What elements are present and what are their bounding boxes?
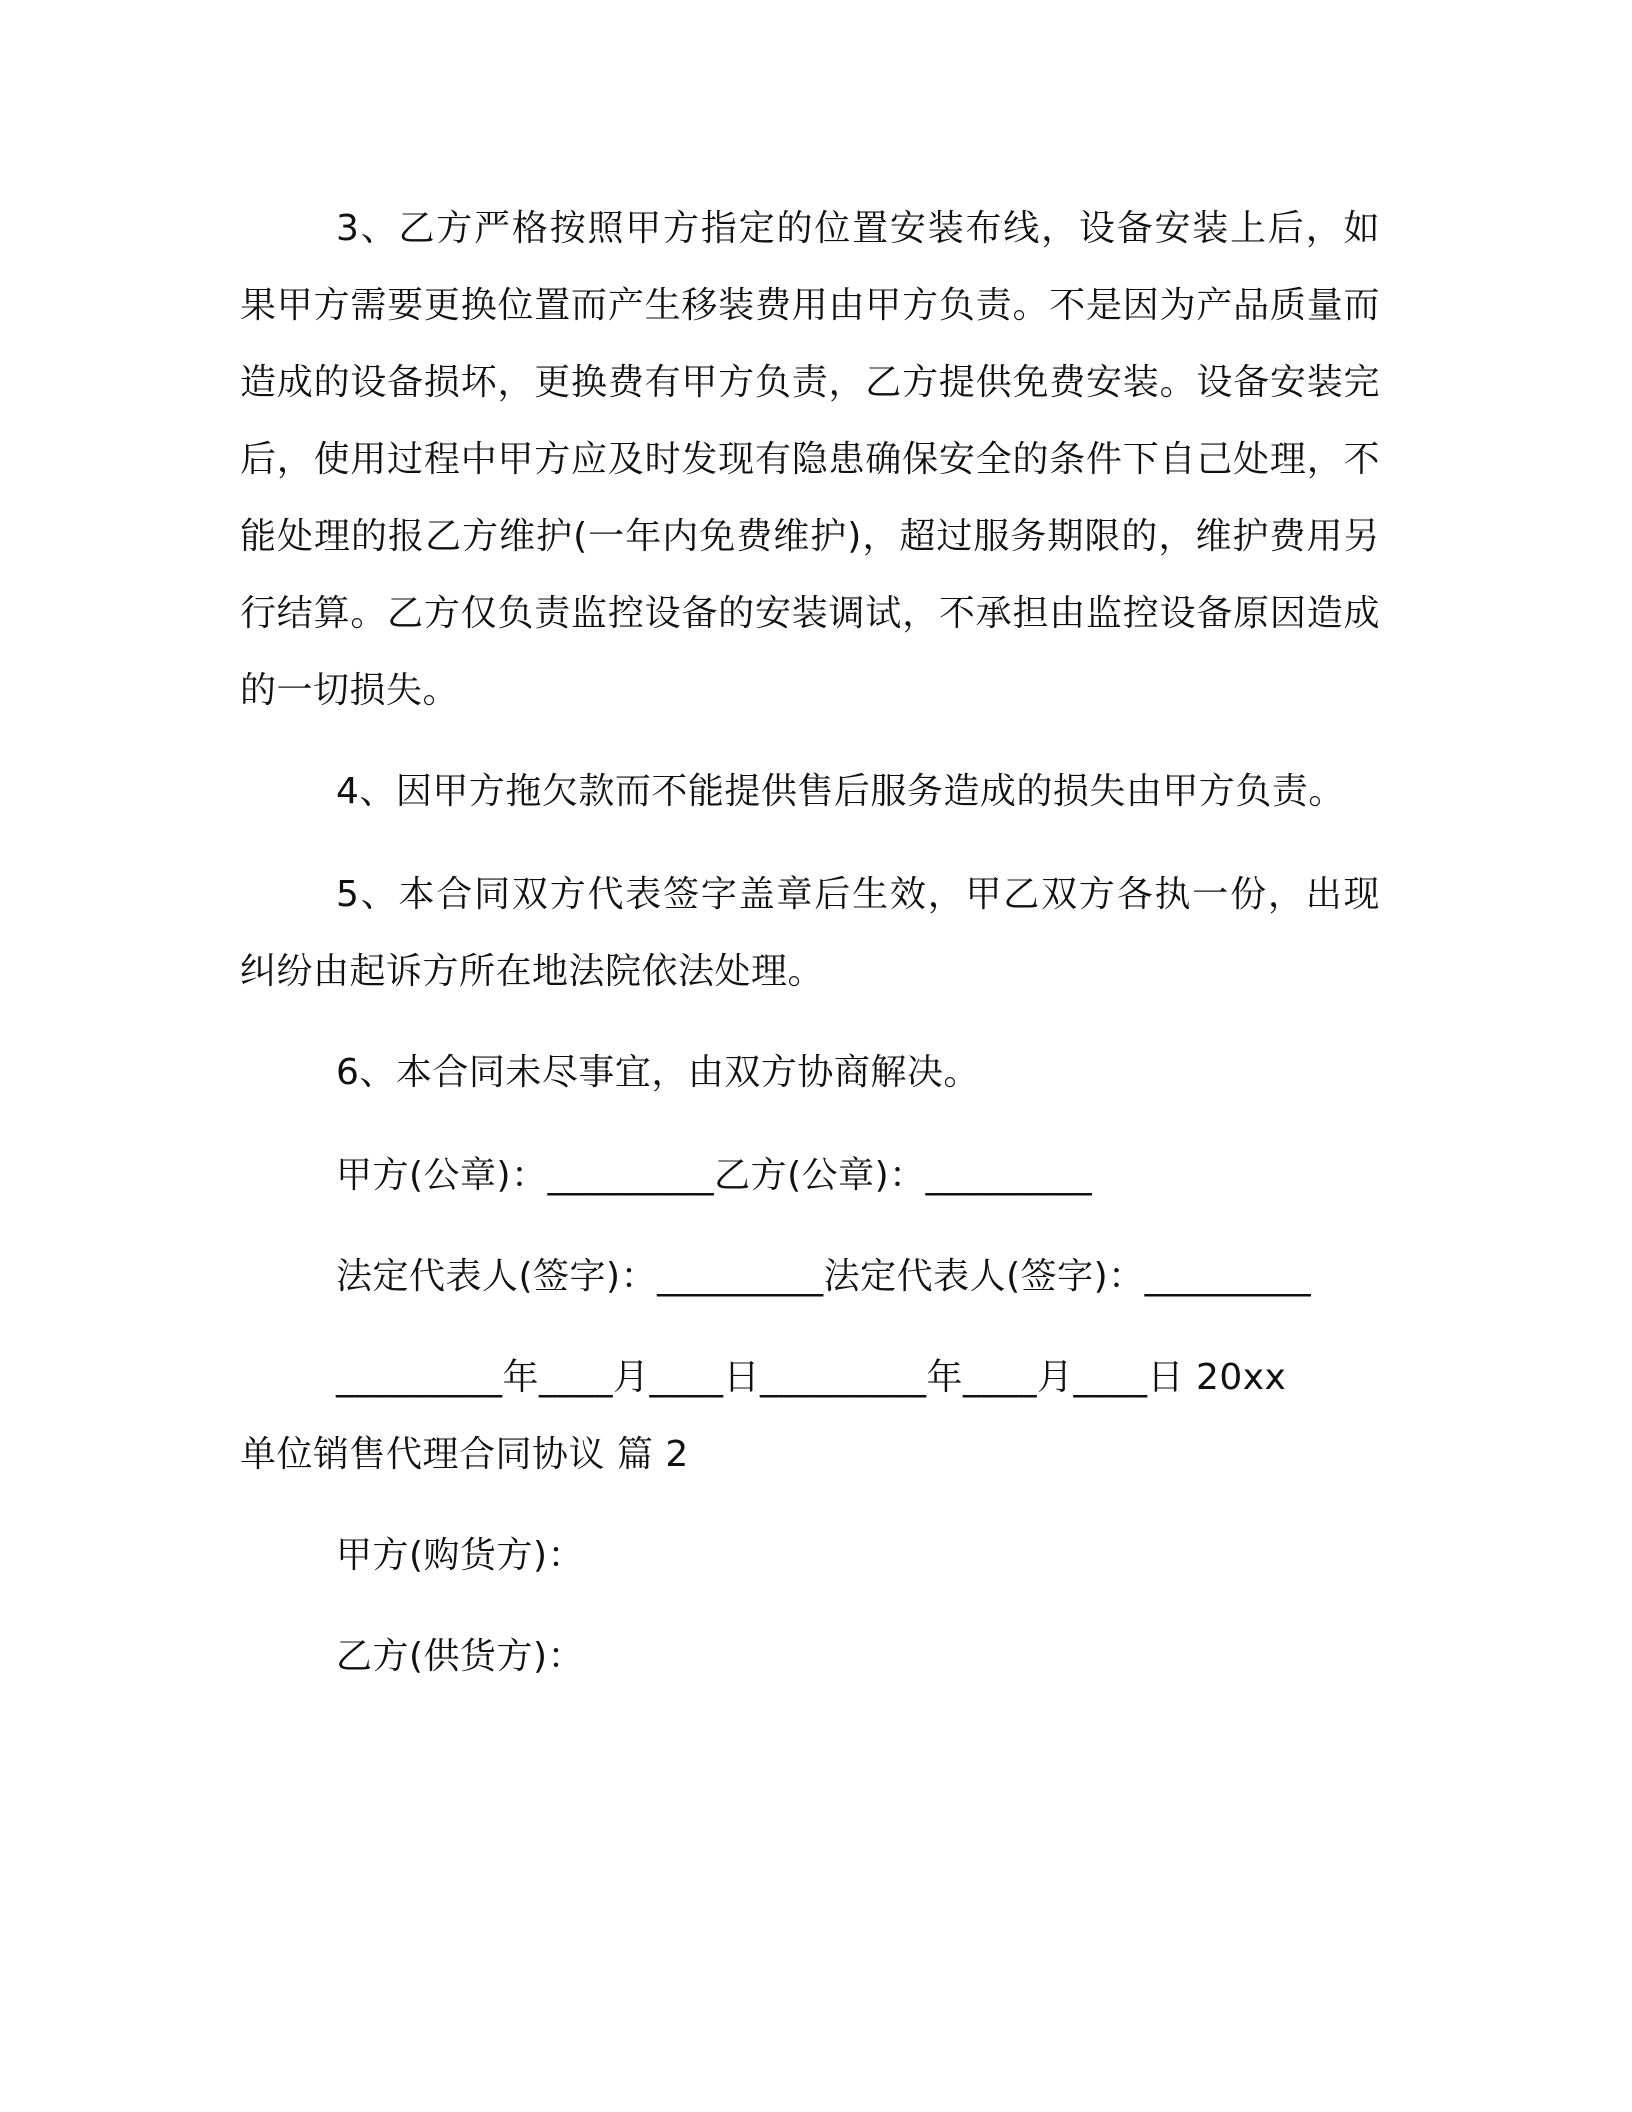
seal-line: 甲方(公章)：_________乙方(公章)：_________ [336, 1155, 1093, 1196]
date-line: _________年____月____日_________年____月____日 20xx [336, 1357, 1287, 1398]
section-heading: 单位销售代理合同协议 篇 2 [240, 1434, 689, 1475]
clause-5: 5、本合同双方代表签字盖章后生效，甲乙双方各执一份，出现纠纷由起诉方所在地法院依法处理。 [240, 874, 1380, 992]
clause-3: 3、乙方严格按照甲方指定的位置安装布线，设备安装上后，如果甲方需要更换位置而产生移装费用由甲方负责。不是因为产品质量而造成的设备损坏，更换费有甲方负责，乙方提供免费安装。设备安装完后，使用过程中甲方应及时发现有隐患确保安全的条件下自己处理，不能处理的报乙方维护(一年内免费维护)，超过服务期限的，维护费用另行结算。乙方仅负责监控设备的安装调试，不承担由监控设备原因造成的一切损失。 [240, 208, 1380, 711]
seller-party-line: 乙方(供货方)： [336, 1636, 585, 1677]
representative-line: 法定代表人(签字)：_________法定代表人(签字)：_________ [336, 1256, 1312, 1297]
buyer-party-line: 甲方(购货方)： [336, 1535, 585, 1576]
clause-6: 6、本合同未尽事宜，由双方协商解决。 [336, 1052, 980, 1093]
clause-4: 4、因甲方拖欠款而不能提供售后服务造成的损失由甲方负责。 [336, 771, 1345, 812]
document-content [240, 190, 1380, 1719]
